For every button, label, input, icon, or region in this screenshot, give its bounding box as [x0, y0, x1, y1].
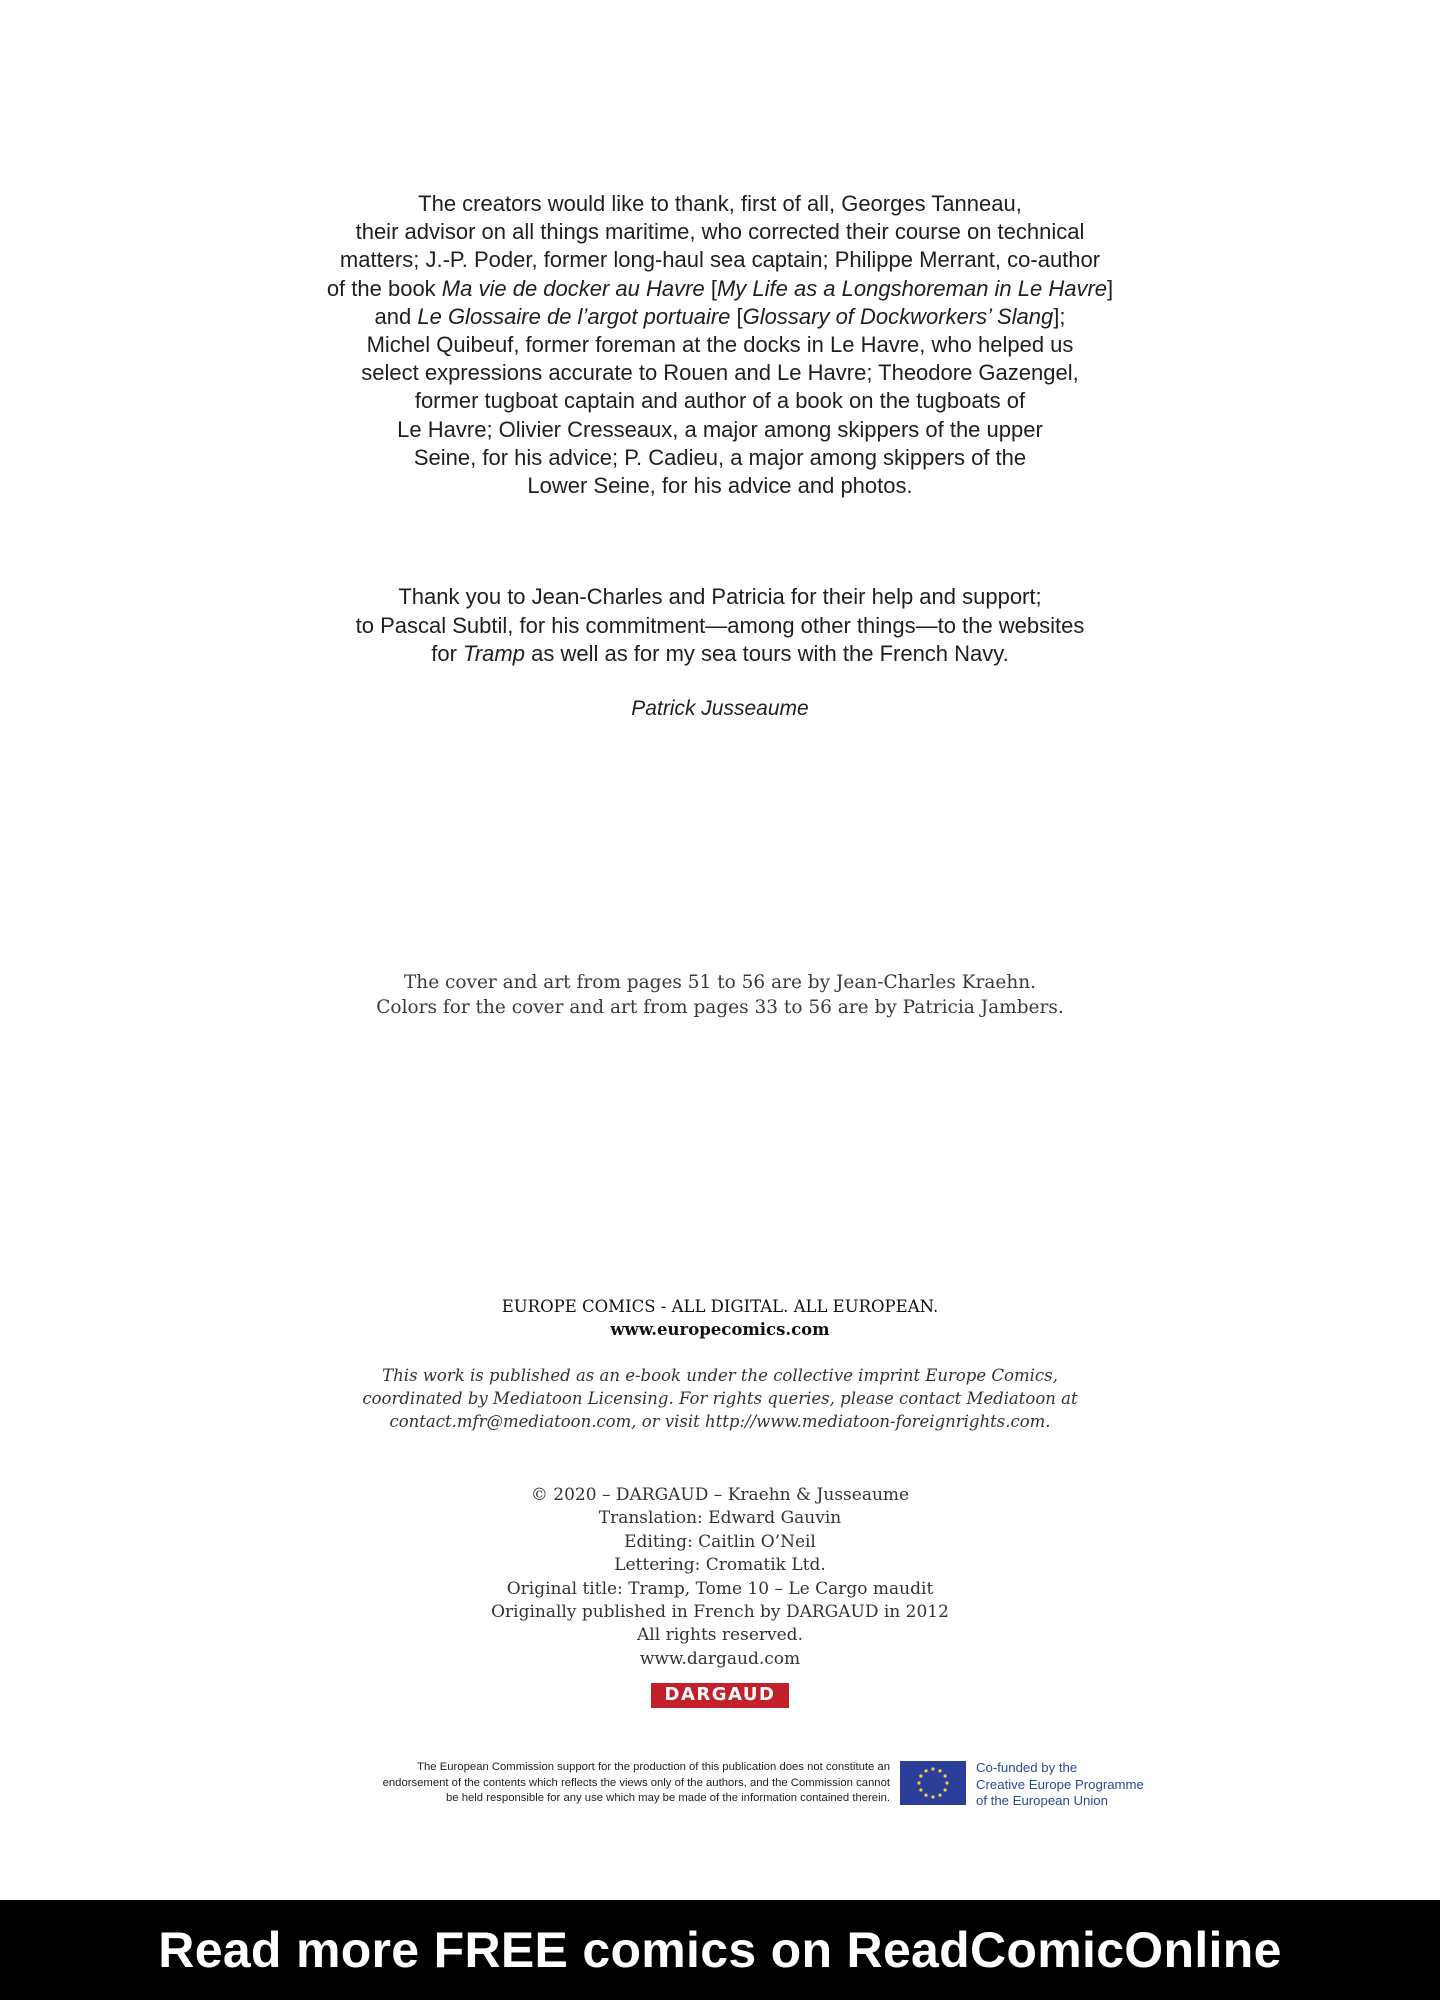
promo-banner-text[interactable]: Read more FREE comics on ReadComicOnline [158, 1922, 1282, 1978]
ack-text: and [374, 303, 418, 329]
art-credits [0, 970, 1440, 1020]
book-title-fr: Le Glossaire de l’argot portuaire [417, 303, 731, 329]
rights-line: Originally published in French by DARGAUD in 2012 [491, 1602, 949, 1623]
rights-line: © 2020 – DARGAUD – Kraehn & Jusseaume [530, 1485, 910, 1505]
eu-star [931, 1795, 934, 1798]
disclaimer-line: The European Commission support for the production of this publication does not constitute an [417, 1761, 890, 1773]
eu-disclaimer [250, 1760, 890, 1807]
rights-line: Editing: Caitlin O’Neil [624, 1531, 816, 1552]
ack-line [0, 303, 1440, 331]
cofund-line: Co-funded by the [976, 1760, 1078, 1775]
ack-text: [ [704, 275, 717, 301]
eu-star [938, 1769, 941, 1772]
eu-star [924, 1794, 927, 1797]
notice-line: coordinated by Mediatoon Licensing. For rights queries, please contact Mediatoon at [362, 1389, 1078, 1408]
ack-line: select expressions accurate to Rouen and Le Havre; Theodore Gazengel, [361, 360, 1079, 386]
eu-star [919, 1788, 922, 1791]
ack-text: ]; [1053, 303, 1066, 329]
ack-line: Seine, for his advice; P. Cadieu, a major among skippers of the [413, 444, 1027, 470]
notice-line: This work is published as an e-book under the collective imprint Europe Comics, [382, 1366, 1058, 1385]
dargaud-logo: DARGAUD [651, 1683, 790, 1708]
europe-comics-header [0, 1295, 1440, 1341]
eu-star [917, 1781, 920, 1784]
rights-line: Translation: Edward Gauvin [598, 1508, 842, 1529]
rights-credits [0, 1484, 1440, 1671]
signature: Patrick Jusseaume [631, 697, 809, 720]
disclaimer-line: endorsement of the contents which reflects the views only of the authors, and the Commission cannot [382, 1776, 890, 1789]
eu-star [944, 1788, 947, 1791]
ack-line: Michel Quibeuf, former foreman at the docks in Le Havre, who helped us [366, 332, 1074, 358]
rights-line: Lettering: Cromatik Ltd. [614, 1555, 826, 1576]
eu-star [944, 1774, 947, 1777]
ack-line: former tugboat captain and author of a book on the tugboats of [414, 388, 1026, 414]
dargaud-url[interactable]: www.dargaud.com [639, 1648, 801, 1669]
book-title-en: Glossary of Dockworkers’ Slang [742, 303, 1054, 329]
acknowledgments [0, 190, 1440, 500]
book-title-en: My Life as a Longshoreman in Le Havre [716, 275, 1108, 301]
publication-notice [0, 1364, 1440, 1433]
rights-line: All rights reserved. [637, 1625, 803, 1646]
book-title-fr: Ma vie de docker au Havre [441, 275, 705, 301]
europe-comics-tagline: EUROPE COMICS - ALL DIGITAL. ALL EUROPEAN. [501, 1297, 939, 1316]
publisher-logo-wrap [0, 1683, 1440, 1708]
ack-line [0, 275, 1440, 303]
thanks-line: to Pascal Subtil, for his commitment—among other things—to the websites [355, 612, 1085, 638]
ack-line: their advisor on all things maritime, who corrected their course on technical [355, 219, 1085, 245]
thanks-line: Thank you to Jean-Charles and Patricia for their help and support; [398, 584, 1042, 609]
series-title: Tramp [463, 641, 525, 666]
ack-line: matters; J.-P. Poder, former long-haul sea captain; Philippe Merrant, co-author [339, 247, 1101, 273]
ack-line: Lower Seine, for his advice and photos. [527, 473, 913, 499]
ack-text: ] [1107, 275, 1114, 301]
europe-comics-url[interactable]: www.europecomics.com [610, 1320, 830, 1339]
eu-star [919, 1774, 922, 1777]
eu-star [924, 1769, 927, 1772]
thanks-paragraph [0, 583, 1440, 669]
eu-flag-icon [900, 1761, 966, 1805]
promo-banner[interactable] [0, 1900, 1440, 2000]
thanks-text: as well as for my sea tours with the French Navy. [524, 641, 1009, 666]
eu-cofunded-label [976, 1760, 1144, 1810]
cofund-line: of the European Union [976, 1793, 1108, 1808]
credit-line: Colors for the cover and art from pages 33 to 56 are by Patricia Jambers. [376, 997, 1064, 1018]
ack-line: The creators would like to thank, first of all, Georges Tanneau, [418, 191, 1022, 216]
cofund-line: Creative Europe Programme [976, 1776, 1144, 1792]
rights-line: Original title: Tramp, Tome 10 – Le Cargo maudit [506, 1578, 934, 1599]
disclaimer-line: be held responsible for any use which may be made of the information contained therein. [446, 1792, 890, 1804]
ack-text: of the book [326, 275, 442, 301]
eu-star [938, 1794, 941, 1797]
eu-star [931, 1767, 934, 1770]
notice-line: contact.mfr@mediatoon.com, or visit http://www.mediatoon-foreignrights.com. [389, 1412, 1051, 1431]
credit-line: The cover and art from pages 51 to 56 are by Jean-Charles Kraehn. [403, 972, 1037, 993]
thanks-line [0, 640, 1440, 669]
eu-star [945, 1781, 948, 1784]
ack-line: Le Havre; Olivier Cresseaux, a major among skippers of the upper [397, 416, 1043, 442]
thanks-text: for [431, 641, 464, 666]
ack-text: [ [730, 303, 743, 329]
